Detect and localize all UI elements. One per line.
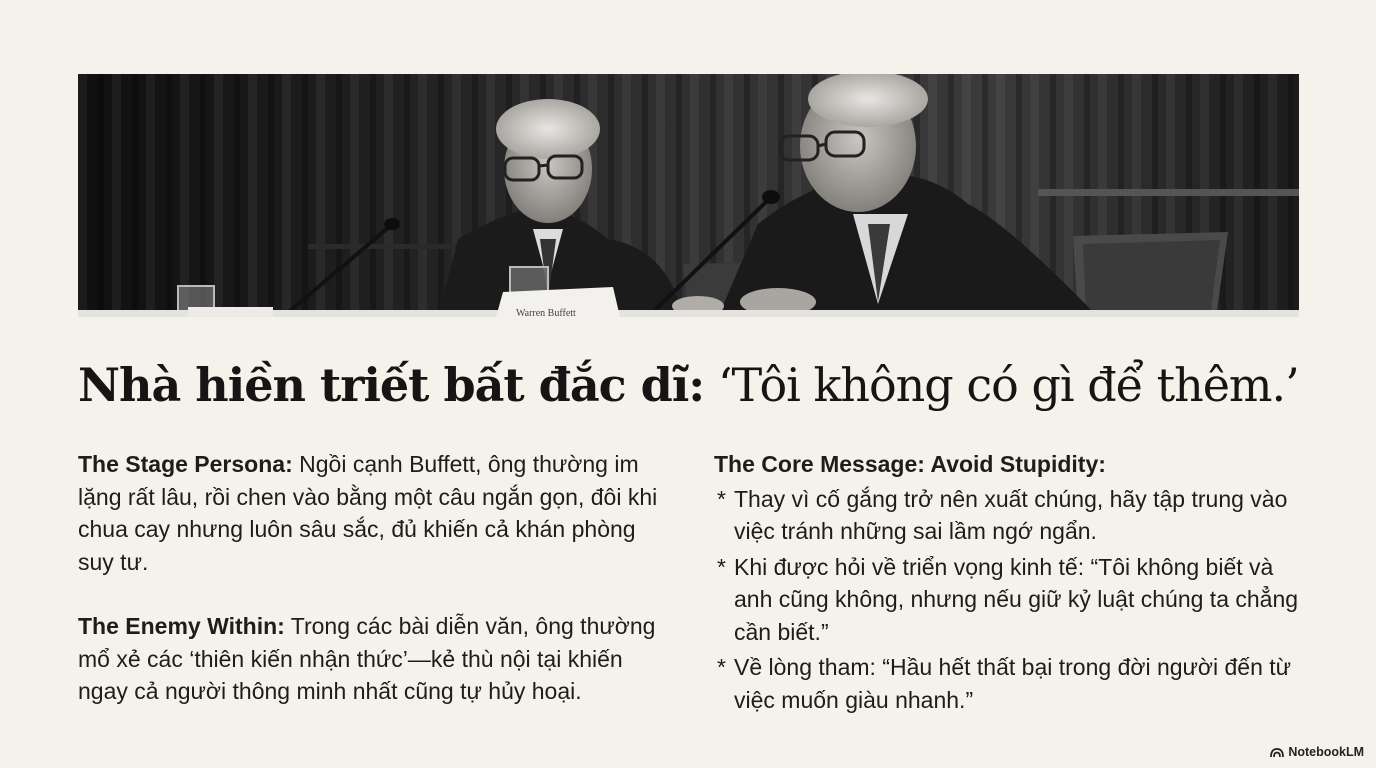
list-item [714, 551, 1314, 649]
bullet-text: Về lòng tham: “Hầu hết thất bại trong đời người đến từ việc muốn giàu nhanh.” [734, 654, 1292, 713]
enemy-within-paragraph [78, 610, 658, 708]
enemy-within-label: The Enemy Within: [78, 613, 285, 639]
bullet-marker: * [717, 654, 726, 680]
title-quote: ‘Tôi không có gì để thêm.’ [704, 358, 1299, 412]
left-column [78, 448, 658, 740]
notebooklm-logo-icon [1270, 747, 1284, 758]
hero-photo [78, 74, 1299, 317]
bullet-marker: * [717, 553, 726, 580]
list-item [714, 483, 1314, 548]
bullet-text: Khi được hỏi về triển vọng kinh tế: “Tôi không biết và anh cũng không, nhưng nếu giữ kỷ luật chúng ta chẳng cần biết.” [734, 553, 1299, 645]
brand-name: NotebookLM [1288, 745, 1364, 759]
list-item [714, 651, 1314, 716]
stage-persona-text: Ngồi cạnh Buffett, ông thường im lặng rất lâu, rồi chen vào bằng một câu ngắn gọn, đôi khi chua cay nhưng luôn sâu sắc, đủ khiến cả khán phòng suy tư. [78, 451, 658, 575]
core-message-list [714, 483, 1314, 717]
enemy-within-text: Trong các bài diễn văn, ông thường mổ xẻ các ‘thiên kiến nhận thức’—kẻ thù nội tại khiến ngay cả người thông minh nhất cũng tự hủy hoại. [78, 613, 656, 704]
stage-photo-illustration [78, 74, 1299, 317]
bullet-marker: * [717, 485, 726, 512]
right-column [714, 448, 1314, 719]
core-message-heading: The Core Message: Avoid Stupidity: [714, 451, 1106, 477]
stage-persona-paragraph [78, 448, 658, 578]
stage-persona-label: The Stage Persona: [78, 451, 293, 477]
title-lead: Nhà hiền triết bất đắc dĩ: [78, 358, 705, 412]
notebooklm-watermark [1270, 745, 1364, 759]
bullet-text: Thay vì cố gắng trở nên xuất chúng, hãy tập trung vào việc tránh những sai lầm ngớ ngẩn. [734, 485, 1288, 544]
name-card-text: Warren Buffett [516, 308, 576, 317]
page-title [78, 350, 1318, 420]
